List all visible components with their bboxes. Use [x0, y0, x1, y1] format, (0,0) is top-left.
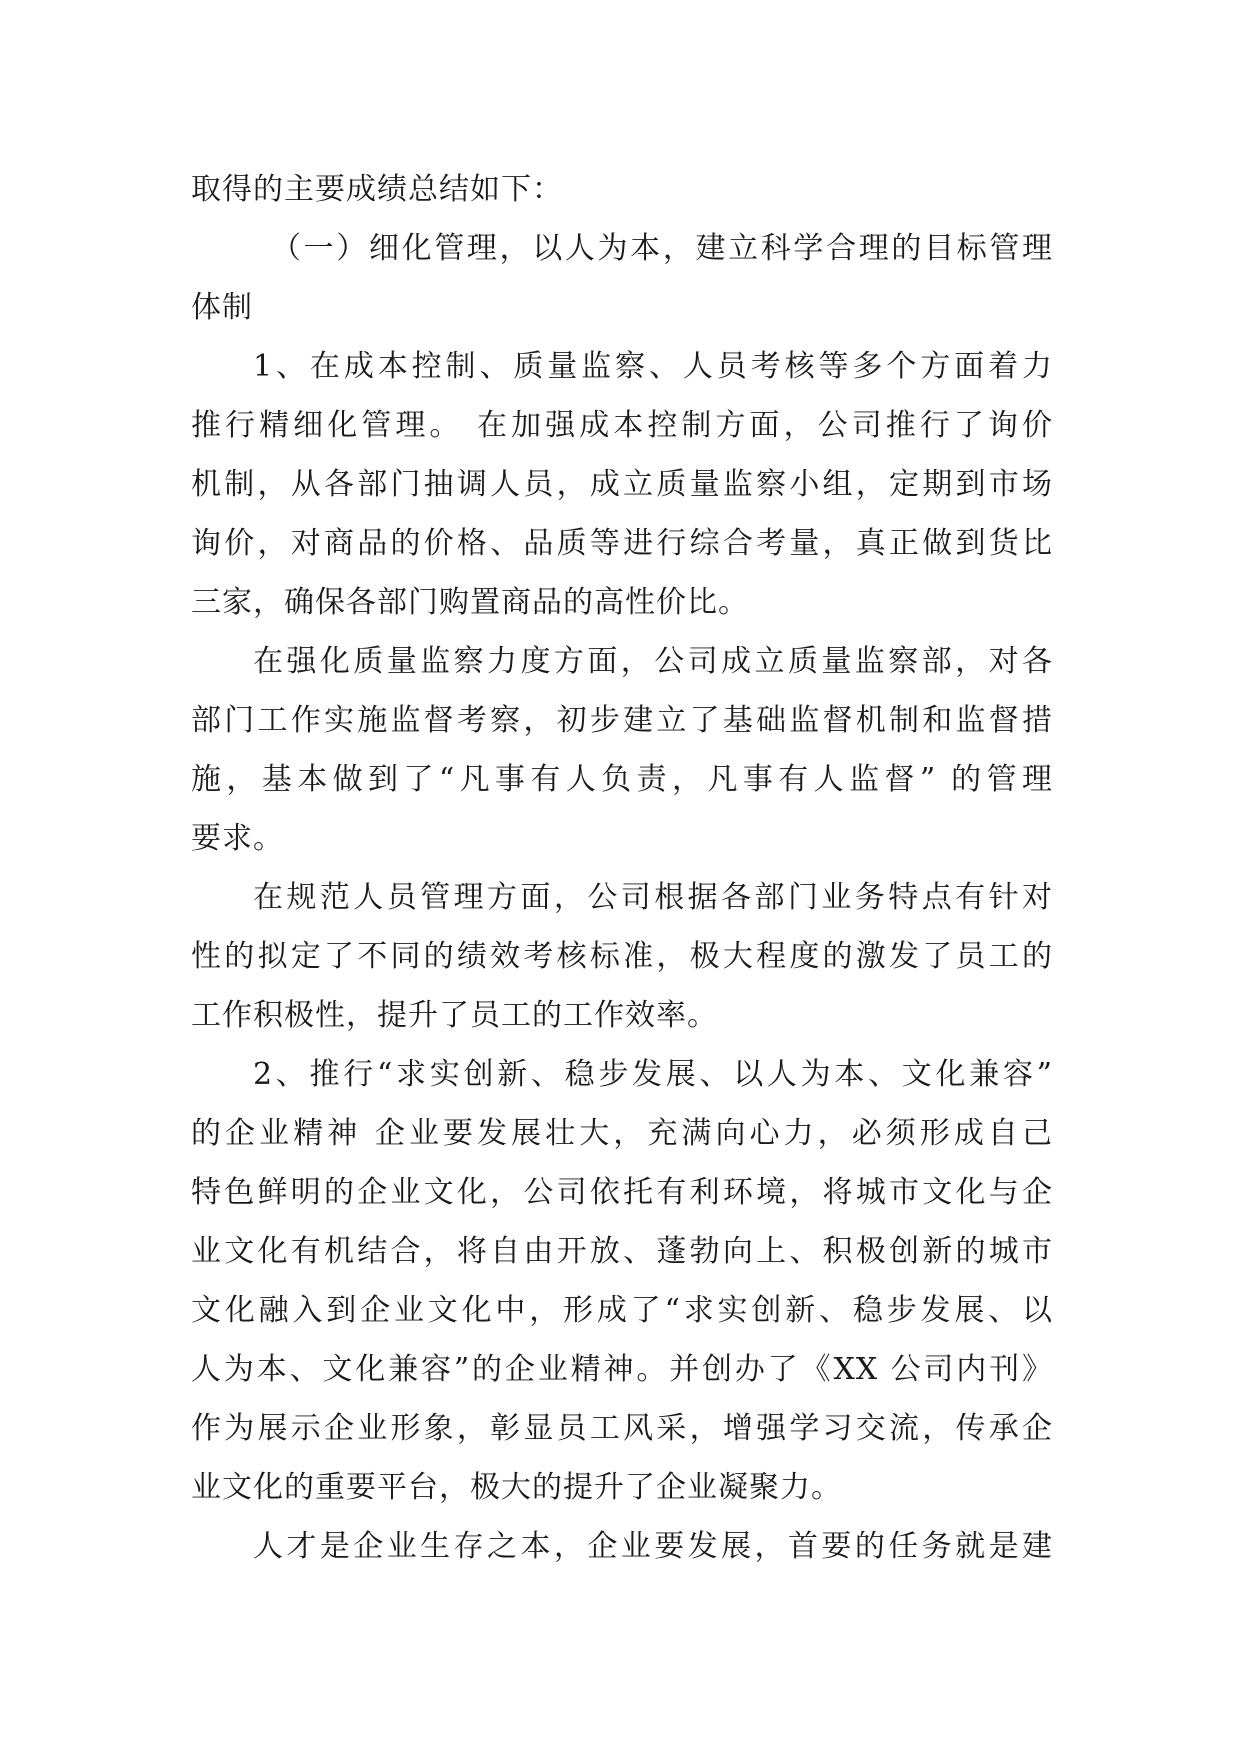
text-line: 性的拟定了不同的绩效考核标准，极大程度的激发了员工的: [191, 939, 1053, 974]
text-line: 要求。: [191, 821, 284, 856]
text-line: 人为本、文化兼容”的企业精神。并创办了《XX 公司内刊》: [191, 1352, 1053, 1387]
text-line: 特色鲜明的企业文化，公司依托有利环境，将城市文化与企: [191, 1175, 1053, 1210]
text-line: 询价，对商品的价格、品质等进行综合考量，真正做到货比: [191, 526, 1053, 561]
text-line: 业文化有机结合，将自由开放、蓬勃向上、积极创新的城市: [191, 1234, 1053, 1269]
document-body: [191, 160, 1053, 1576]
text-line: 在强化质量监察力度方面，公司成立质量监察部，对各: [253, 644, 1053, 679]
text-line: 部门工作实施监督考察，初步建立了基础监督机制和监督措: [191, 703, 1053, 738]
text-line: 文化融入到企业文化中，形成了“求实创新、稳步发展、以: [191, 1293, 1053, 1328]
text-line: 施，基本做到了“凡事有人负责，凡事有人监督” 的管理: [191, 762, 1053, 797]
text-line: 的企业精神 企业要发展壮大，充满向心力，必须形成自己: [191, 1116, 1053, 1151]
text-line: 推行精细化管理。 在加强成本控制方面，公司推行了询价: [191, 408, 1053, 443]
text-line: 1、在成本控制、质量监察、人员考核等多个方面着力: [253, 349, 1053, 384]
text-line: 工作积极性，提升了员工的工作效率。: [191, 998, 718, 1033]
text-line: 业文化的重要平台，极大的提升了企业凝聚力。: [191, 1470, 842, 1505]
text-line: （一）细化管理，以人为本，建立科学合理的目标管理: [271, 231, 1053, 266]
text-line: 作为展示企业形象，彰显员工风采，增强学习交流，传承企: [191, 1411, 1053, 1446]
text-line: 取得的主要成绩总结如下：: [191, 172, 563, 207]
text-line: 机制，从各部门抽调人员，成立质量监察小组，定期到市场: [191, 467, 1053, 502]
text-line: 在规范人员管理方面，公司根据各部门业务特点有针对: [253, 880, 1053, 915]
text-line: 2、推行“求实创新、稳步发展、以人为本、文化兼容”: [253, 1057, 1053, 1092]
text-line: 体制: [191, 290, 253, 325]
text-line: 人才是企业生存之本，企业要发展，首要的任务就是建: [253, 1529, 1053, 1564]
text-line: 三家，确保各部门购置商品的高性价比。: [191, 585, 749, 620]
